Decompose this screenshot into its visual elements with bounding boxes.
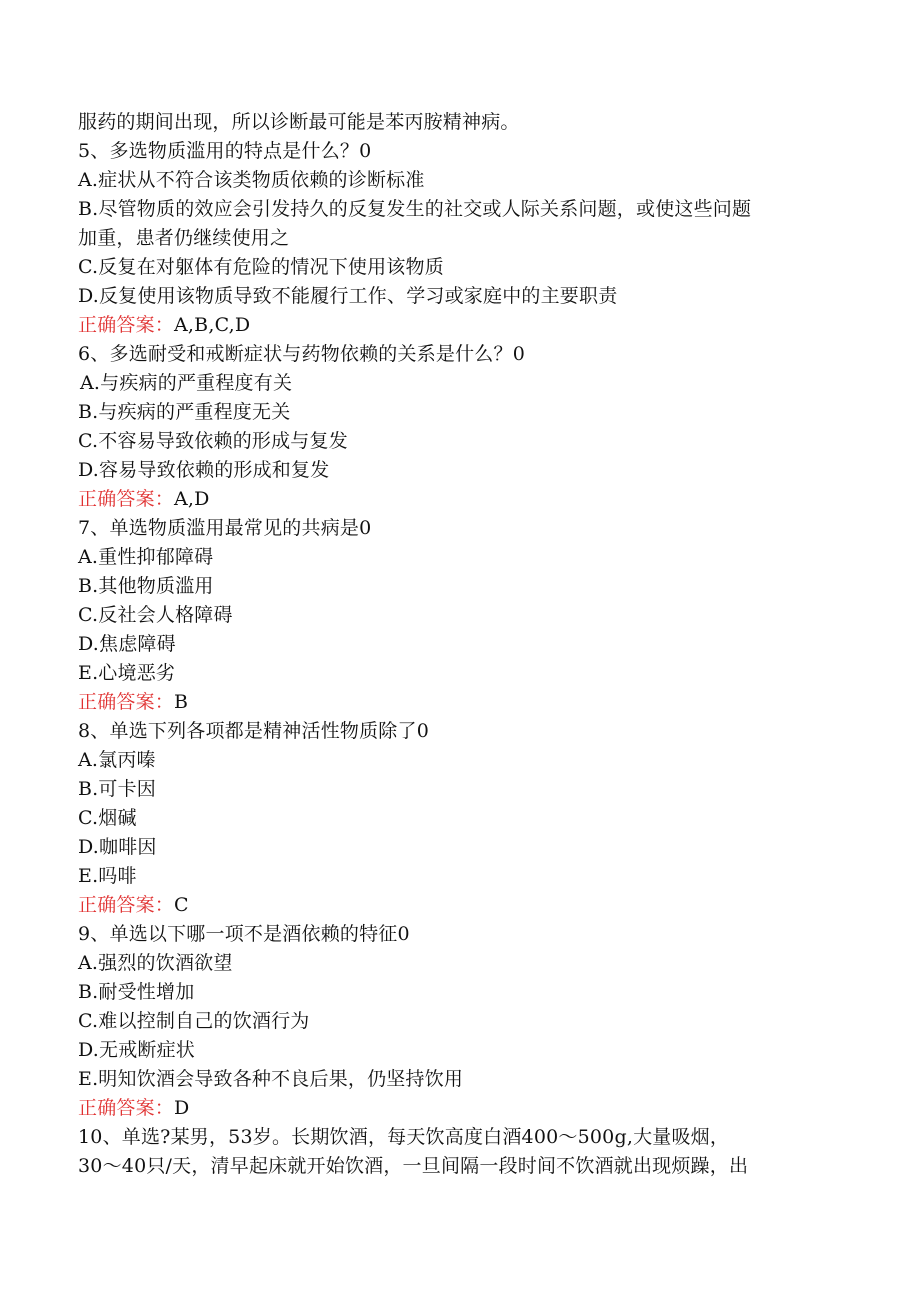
answer-label: 正确答案： [78,488,175,510]
question-8-option-a: A.氯丙嗪 [78,749,156,771]
answer-label: 正确答案： [78,691,175,713]
question-6-option-a: A.与疾病的严重程度有关 [80,372,293,394]
question-5-option-d: D.反复使用该物质导致不能履行工作、学习或家庭中的主要职责 [78,285,618,307]
question-9-option-a: A.强烈的饮酒欲望 [78,952,233,974]
question-5-option-b: B.尽管物质的效应会引发持久的反复发生的社交或人际关系问题，或使这些问题 [78,198,752,220]
document-page [78,108,878,1181]
question-9-option-d: D.无戒断症状 [78,1039,195,1061]
answer-label: 正确答案： [78,1097,175,1119]
question-5-option-b-continued: 加重，患者仍继续使用之 [78,227,290,249]
question-5-option-c: C.反复在对躯体有危险的情况下使用该物质 [78,256,444,278]
question-9-answer [78,1094,878,1123]
question-9-option-e: E.明知饮酒会导致各种不良后果，仍坚持饮用 [78,1068,464,1090]
question-7-option-e: E.心境恶劣 [78,662,176,684]
answer-value: A,D [174,488,210,510]
question-10-title: 10、单选?某男，53岁。长期饮酒，每天饮高度白酒400～500g,大量吸烟， [78,1126,730,1148]
question-8-option-c: C.烟碱 [78,807,137,829]
answer-value: C [174,894,189,916]
question-7-option-b: B.其他物质滥用 [78,575,214,597]
question-7-option-a: A.重性抑郁障碍 [78,546,214,568]
question-6-title: 6、多选耐受和戒断症状与药物依赖的关系是什么？0 [78,343,525,365]
answer-label: 正确答案： [78,894,175,916]
question-6-answer [78,485,878,514]
question-6-option-b: B.与疾病的严重程度无关 [78,401,291,423]
question-5-option-a: A.症状从不符合该类物质依赖的诊断标准 [78,169,425,191]
answer-label: 正确答案： [78,314,175,336]
question-5-title: 5、多选物质滥用的特点是什么？0 [78,140,372,162]
question-10-text-continued: 30～40只/天，清早起床就开始饮酒，一旦间隔一段时间不饮酒就出现烦躁，出 [78,1155,749,1177]
question-6-option-c: C.不容易导致依赖的形成与复发 [78,430,348,452]
question-8-option-e: E.吗啡 [78,865,137,887]
question-7-option-d: D.焦虑障碍 [78,633,176,655]
text-line: 服药的期间出现，所以诊断最可能是苯丙胺精神病。 [78,111,520,133]
answer-value: B [174,691,189,713]
question-9-option-b: B.耐受性增加 [78,981,195,1003]
answer-value: D [174,1097,190,1119]
question-8-answer [78,891,878,920]
question-9-title: 9、单选以下哪一项不是酒依赖的特征0 [78,923,410,945]
question-8-option-b: B.可卡因 [78,778,157,800]
question-7-title: 7、单选物质滥用最常见的共病是0 [78,517,372,539]
question-7-answer [78,688,878,717]
question-6-option-d: D.容易导致依赖的形成和复发 [78,459,330,481]
question-9-option-c: C.难以控制自己的饮酒行为 [78,1010,310,1032]
question-8-title: 8、单选下列各项都是精神活性物质除了0 [78,720,429,742]
question-5-answer [78,311,878,340]
question-8-option-d: D.咖啡因 [78,836,157,858]
question-7-option-c: C.反社会人格障碍 [78,604,233,626]
answer-value: A,B,C,D [174,314,251,336]
